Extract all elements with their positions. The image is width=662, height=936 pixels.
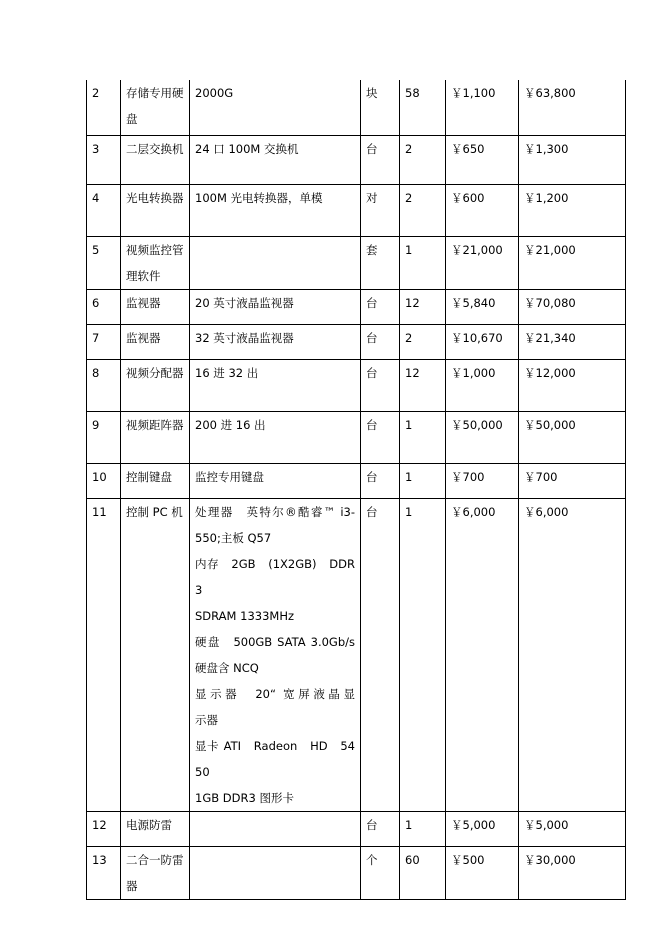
item-name: 视频分配器 xyxy=(121,359,190,411)
total-price: ￥21,000 xyxy=(519,236,626,289)
total-price: ￥30,000 xyxy=(519,846,626,899)
item-name: 控制 PC 机 xyxy=(121,498,190,811)
item-unit: 个 xyxy=(361,846,400,899)
spec-line: 2000G xyxy=(195,86,234,100)
total-price: ￥12,000 xyxy=(519,359,626,411)
item-name: 二合一防雷器 xyxy=(121,846,190,899)
row-number: 3 xyxy=(87,135,121,184)
total-price: ￥6,000 xyxy=(519,498,626,811)
total-price: ￥700 xyxy=(519,463,626,498)
row-number: 7 xyxy=(87,324,121,359)
spec-line: 550;主板 Q57 xyxy=(195,530,272,545)
item-unit: 台 xyxy=(361,411,400,463)
table-row xyxy=(87,236,626,289)
item-spec xyxy=(190,359,361,411)
unit-price: ￥50,000 xyxy=(446,411,519,463)
item-quantity: 2 xyxy=(400,135,446,184)
row-number: 2 xyxy=(87,80,121,135)
item-spec xyxy=(190,80,361,135)
item-unit: 块 xyxy=(361,80,400,135)
item-name: 监视器 xyxy=(121,324,190,359)
item-name: 电源防雷 xyxy=(121,811,190,846)
item-quantity: 60 xyxy=(400,846,446,899)
total-price: ￥5,000 xyxy=(519,811,626,846)
item-quantity: 1 xyxy=(400,236,446,289)
total-price: ￥70,080 xyxy=(519,289,626,324)
spec-line: 100M 光电转换器，单模 xyxy=(195,190,323,205)
unit-price: ￥6,000 xyxy=(446,498,519,811)
total-price: ￥1,200 xyxy=(519,184,626,236)
row-number: 5 xyxy=(87,236,121,289)
table-row xyxy=(87,498,626,811)
item-quantity: 1 xyxy=(400,811,446,846)
table-body xyxy=(87,80,626,899)
item-unit: 台 xyxy=(361,811,400,846)
unit-price: ￥10,670 xyxy=(446,324,519,359)
item-name: 二层交换机 xyxy=(121,135,190,184)
spec-line: 处理器 英特尔®酷睿™ i3- xyxy=(195,504,355,519)
item-spec xyxy=(190,236,361,289)
item-quantity: 12 xyxy=(400,289,446,324)
item-name: 视频距阵器 xyxy=(121,411,190,463)
item-quantity: 2 xyxy=(400,324,446,359)
unit-price: ￥21,000 xyxy=(446,236,519,289)
item-quantity: 1 xyxy=(400,498,446,811)
total-price: ￥63,800 xyxy=(519,80,626,135)
unit-price: ￥600 xyxy=(446,184,519,236)
spec-line: 显卡 ATI Radeon HD 5450 xyxy=(195,738,355,779)
row-number: 9 xyxy=(87,411,121,463)
item-name: 存储专用硬盘 xyxy=(121,80,190,135)
item-spec xyxy=(190,289,361,324)
item-spec xyxy=(190,135,361,184)
item-unit: 对 xyxy=(361,184,400,236)
item-unit: 台 xyxy=(361,463,400,498)
row-number: 10 xyxy=(87,463,121,498)
table-row xyxy=(87,135,626,184)
row-number: 8 xyxy=(87,359,121,411)
total-price: ￥21,340 xyxy=(519,324,626,359)
item-quantity: 58 xyxy=(400,80,446,135)
item-spec xyxy=(190,184,361,236)
item-quantity: 2 xyxy=(400,184,446,236)
spec-line: 200 进 16 出 xyxy=(195,417,266,432)
item-spec xyxy=(190,463,361,498)
spec-line: 硬盘 500GB SATA 3.0Gb/s xyxy=(195,634,355,649)
item-unit: 台 xyxy=(361,498,400,811)
table-row xyxy=(87,811,626,846)
row-number: 13 xyxy=(87,846,121,899)
item-spec xyxy=(190,846,361,899)
item-unit: 台 xyxy=(361,135,400,184)
unit-price: ￥1,000 xyxy=(446,359,519,411)
unit-price: ￥5,840 xyxy=(446,289,519,324)
table-row xyxy=(87,846,626,899)
item-unit: 台 xyxy=(361,359,400,411)
spec-line: 16 进 32 出 xyxy=(195,365,259,380)
table-row xyxy=(87,463,626,498)
row-number: 4 xyxy=(87,184,121,236)
unit-price: ￥650 xyxy=(446,135,519,184)
spec-line: 监控专用键盘 xyxy=(195,469,264,484)
item-name: 视频监控管理软件 xyxy=(121,236,190,289)
spec-line: 内存 2GB (1X2GB) DDR3 xyxy=(195,556,355,597)
spec-line: 32 英寸液晶监视器 xyxy=(195,330,294,345)
spec-line: 硬盘含 NCQ xyxy=(195,660,259,675)
unit-price: ￥700 xyxy=(446,463,519,498)
total-price: ￥50,000 xyxy=(519,411,626,463)
unit-price: ￥1,100 xyxy=(446,80,519,135)
spec-line: 20 英寸液晶监视器 xyxy=(195,295,294,310)
unit-price: ￥500 xyxy=(446,846,519,899)
spec-line: 1GB DDR3 图形卡 xyxy=(195,790,294,805)
item-unit: 套 xyxy=(361,236,400,289)
item-spec xyxy=(190,811,361,846)
total-price: ￥1,300 xyxy=(519,135,626,184)
item-name: 光电转换器 xyxy=(121,184,190,236)
table-row xyxy=(87,411,626,463)
row-number: 6 xyxy=(87,289,121,324)
item-spec xyxy=(190,324,361,359)
item-name: 监视器 xyxy=(121,289,190,324)
spec-line: 24 口 100M 交换机 xyxy=(195,141,299,156)
item-unit: 台 xyxy=(361,324,400,359)
table-row xyxy=(87,184,626,236)
spec-line: 显示器 20“ 宽屏液晶显 xyxy=(195,686,355,701)
spec-line: 示器 xyxy=(195,712,218,727)
item-quantity: 12 xyxy=(400,359,446,411)
unit-price: ￥5,000 xyxy=(446,811,519,846)
item-quantity: 1 xyxy=(400,411,446,463)
table-row xyxy=(87,359,626,411)
item-name: 控制键盘 xyxy=(121,463,190,498)
item-quantity: 1 xyxy=(400,463,446,498)
table-row xyxy=(87,80,626,135)
item-unit: 台 xyxy=(361,289,400,324)
row-number: 12 xyxy=(87,811,121,846)
item-spec xyxy=(190,411,361,463)
spec-line: SDRAM 1333MHz xyxy=(195,608,294,623)
item-spec xyxy=(190,498,361,811)
table-row xyxy=(87,289,626,324)
equipment-table xyxy=(86,80,626,900)
table-row xyxy=(87,324,626,359)
row-number: 11 xyxy=(87,498,121,811)
